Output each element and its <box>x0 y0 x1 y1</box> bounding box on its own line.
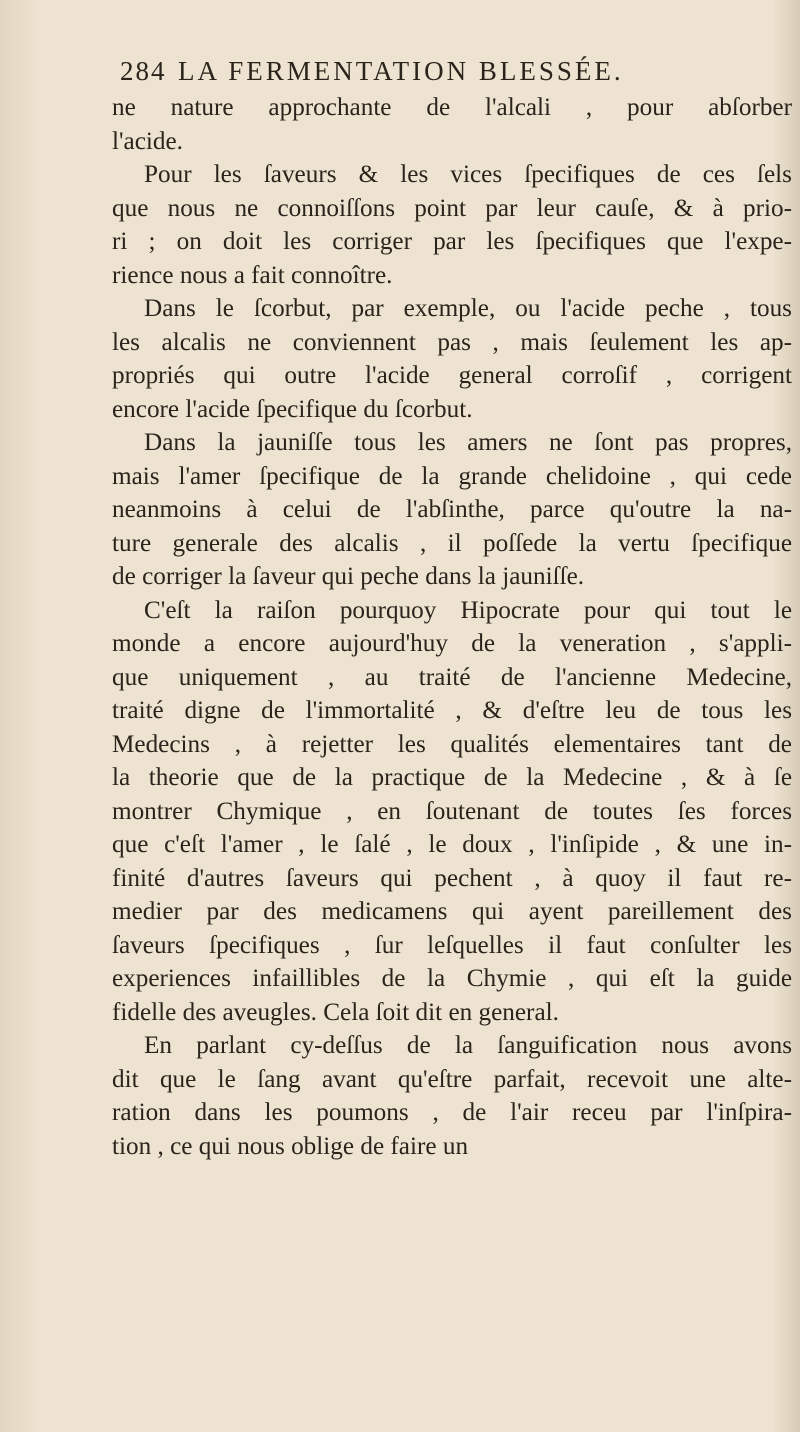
text-line-content: rience nous a fait connoître. <box>112 261 393 289</box>
running-title: LA FERMENTATION BLESSÉE. <box>178 56 624 86</box>
text-line-content: les alcalis ne conviennent pas , mais ſeulement les ap- <box>112 328 792 356</box>
text-line-content: dit que le ſang avant qu'eſtre parfait, recevoit une alte- <box>112 1065 792 1093</box>
text-line <box>112 694 792 728</box>
text-line <box>112 1063 792 1097</box>
text-line <box>112 795 792 829</box>
text-line-content: mais l'amer ſpecifique de la grande chelidoine , qui cede <box>112 462 792 490</box>
page-number: 284 <box>120 56 167 86</box>
text-line <box>112 594 792 628</box>
text-line-content: la theorie que de la practique de la Medecine , & à ſe <box>112 764 792 791</box>
text-line <box>112 560 792 594</box>
text-line <box>112 192 792 226</box>
text-line <box>112 460 792 494</box>
text-line <box>112 158 792 192</box>
text-line <box>112 1029 792 1063</box>
text-line-content: ture generale des alcalis , il poſſede la vertu ſpecifique <box>112 529 792 557</box>
text-line-content: de corriger la ſaveur qui peche dans la jauniſſe. <box>112 563 585 590</box>
text-line <box>112 929 792 963</box>
text-line <box>112 259 792 293</box>
text-line-content: Medecins , à rejetter les qualités elementaires tant de <box>112 730 792 758</box>
running-header <box>120 56 780 96</box>
text-line-content: monde a encore aujourd'huy de la veneration , s'appli- <box>112 630 792 657</box>
text-line <box>112 493 792 527</box>
text-line-content: C'eſt la raiſon pourquoy Hipocrate pour qui tout le <box>144 596 792 624</box>
text-line <box>112 1130 792 1164</box>
text-line-content: l'acide. <box>112 127 183 155</box>
text-line <box>112 426 792 460</box>
text-line <box>112 828 792 862</box>
text-line-content: Dans la jauniſſe tous les amers ne ſont pas propres, <box>144 429 792 456</box>
text-line-content: ne nature approchante de l'alcali , pour abſorber <box>112 94 792 121</box>
text-line-content: que uniquement , au traité de l'ancienne Medecine, <box>112 663 792 691</box>
text-line-content: que c'eſt l'amer , le ſalé , le doux , l'inſipide , & une in- <box>112 831 792 858</box>
text-line <box>112 962 792 996</box>
text-line-content: que nous ne connoiſſons point par leur cauſe, & à prio- <box>112 194 792 222</box>
text-line-content: neanmoins à celui de l'abſinthe, parce qu'outre la na- <box>112 496 792 523</box>
text-line <box>112 225 792 259</box>
text-line <box>112 326 792 360</box>
text-line <box>112 761 792 795</box>
text-line-content: En parlant cy-deſſus de la ſanguification nous avons <box>144 1032 792 1059</box>
text-line-content: Dans le ſcorbut, par exemple, ou l'acide peche , tous <box>144 295 792 322</box>
text-line <box>112 996 792 1030</box>
text-line <box>112 862 792 896</box>
text-line-content: montrer Chymique , en ſoutenant de toutes ſes forces <box>112 797 792 825</box>
text-line-content: ration dans les poumons , de l'air receu par l'inſpira- <box>112 1099 792 1126</box>
text-line-content: fidelle des aveugles. Cela ſoit dit en general. <box>112 998 559 1026</box>
text-line <box>112 393 792 427</box>
text-line-content: ſaveurs ſpecifiques , ſur leſquelles il faut conſulter les <box>112 931 792 959</box>
text-line-content: tion , ce qui nous oblige de faire un <box>112 1132 469 1160</box>
text-line <box>112 527 792 561</box>
text-line <box>112 627 792 661</box>
text-line <box>112 728 792 762</box>
text-line-content: traité digne de l'immortalité , & d'eſtre leu de tous les <box>112 697 792 724</box>
text-line-content: propriés qui outre l'acide general corroſif , corrigent <box>112 362 792 389</box>
text-line-content: ri ; on doit les corriger par les ſpecifiques que l'expe- <box>112 228 792 255</box>
text-line <box>112 1096 792 1130</box>
text-line-content: finité d'autres ſaveurs qui pechent , à quoy il faut re- <box>112 864 792 892</box>
text-line-content: experiences infaillibles de la Chymie , qui eſt la guide <box>112 965 792 992</box>
text-line <box>112 661 792 695</box>
text-line <box>112 91 792 125</box>
text-line-content: encore l'acide ſpecifique du ſcorbut. <box>112 395 473 423</box>
text-line <box>112 895 792 929</box>
text-line-content: medier par des medicamens qui ayent pareillement des <box>112 898 792 925</box>
text-line <box>112 359 792 393</box>
text-line <box>112 292 792 326</box>
text-line-content: Pour les ſaveurs & les vices ſpecifiques de ces ſels <box>144 161 792 188</box>
body-text <box>112 91 792 1163</box>
text-line <box>112 125 792 159</box>
